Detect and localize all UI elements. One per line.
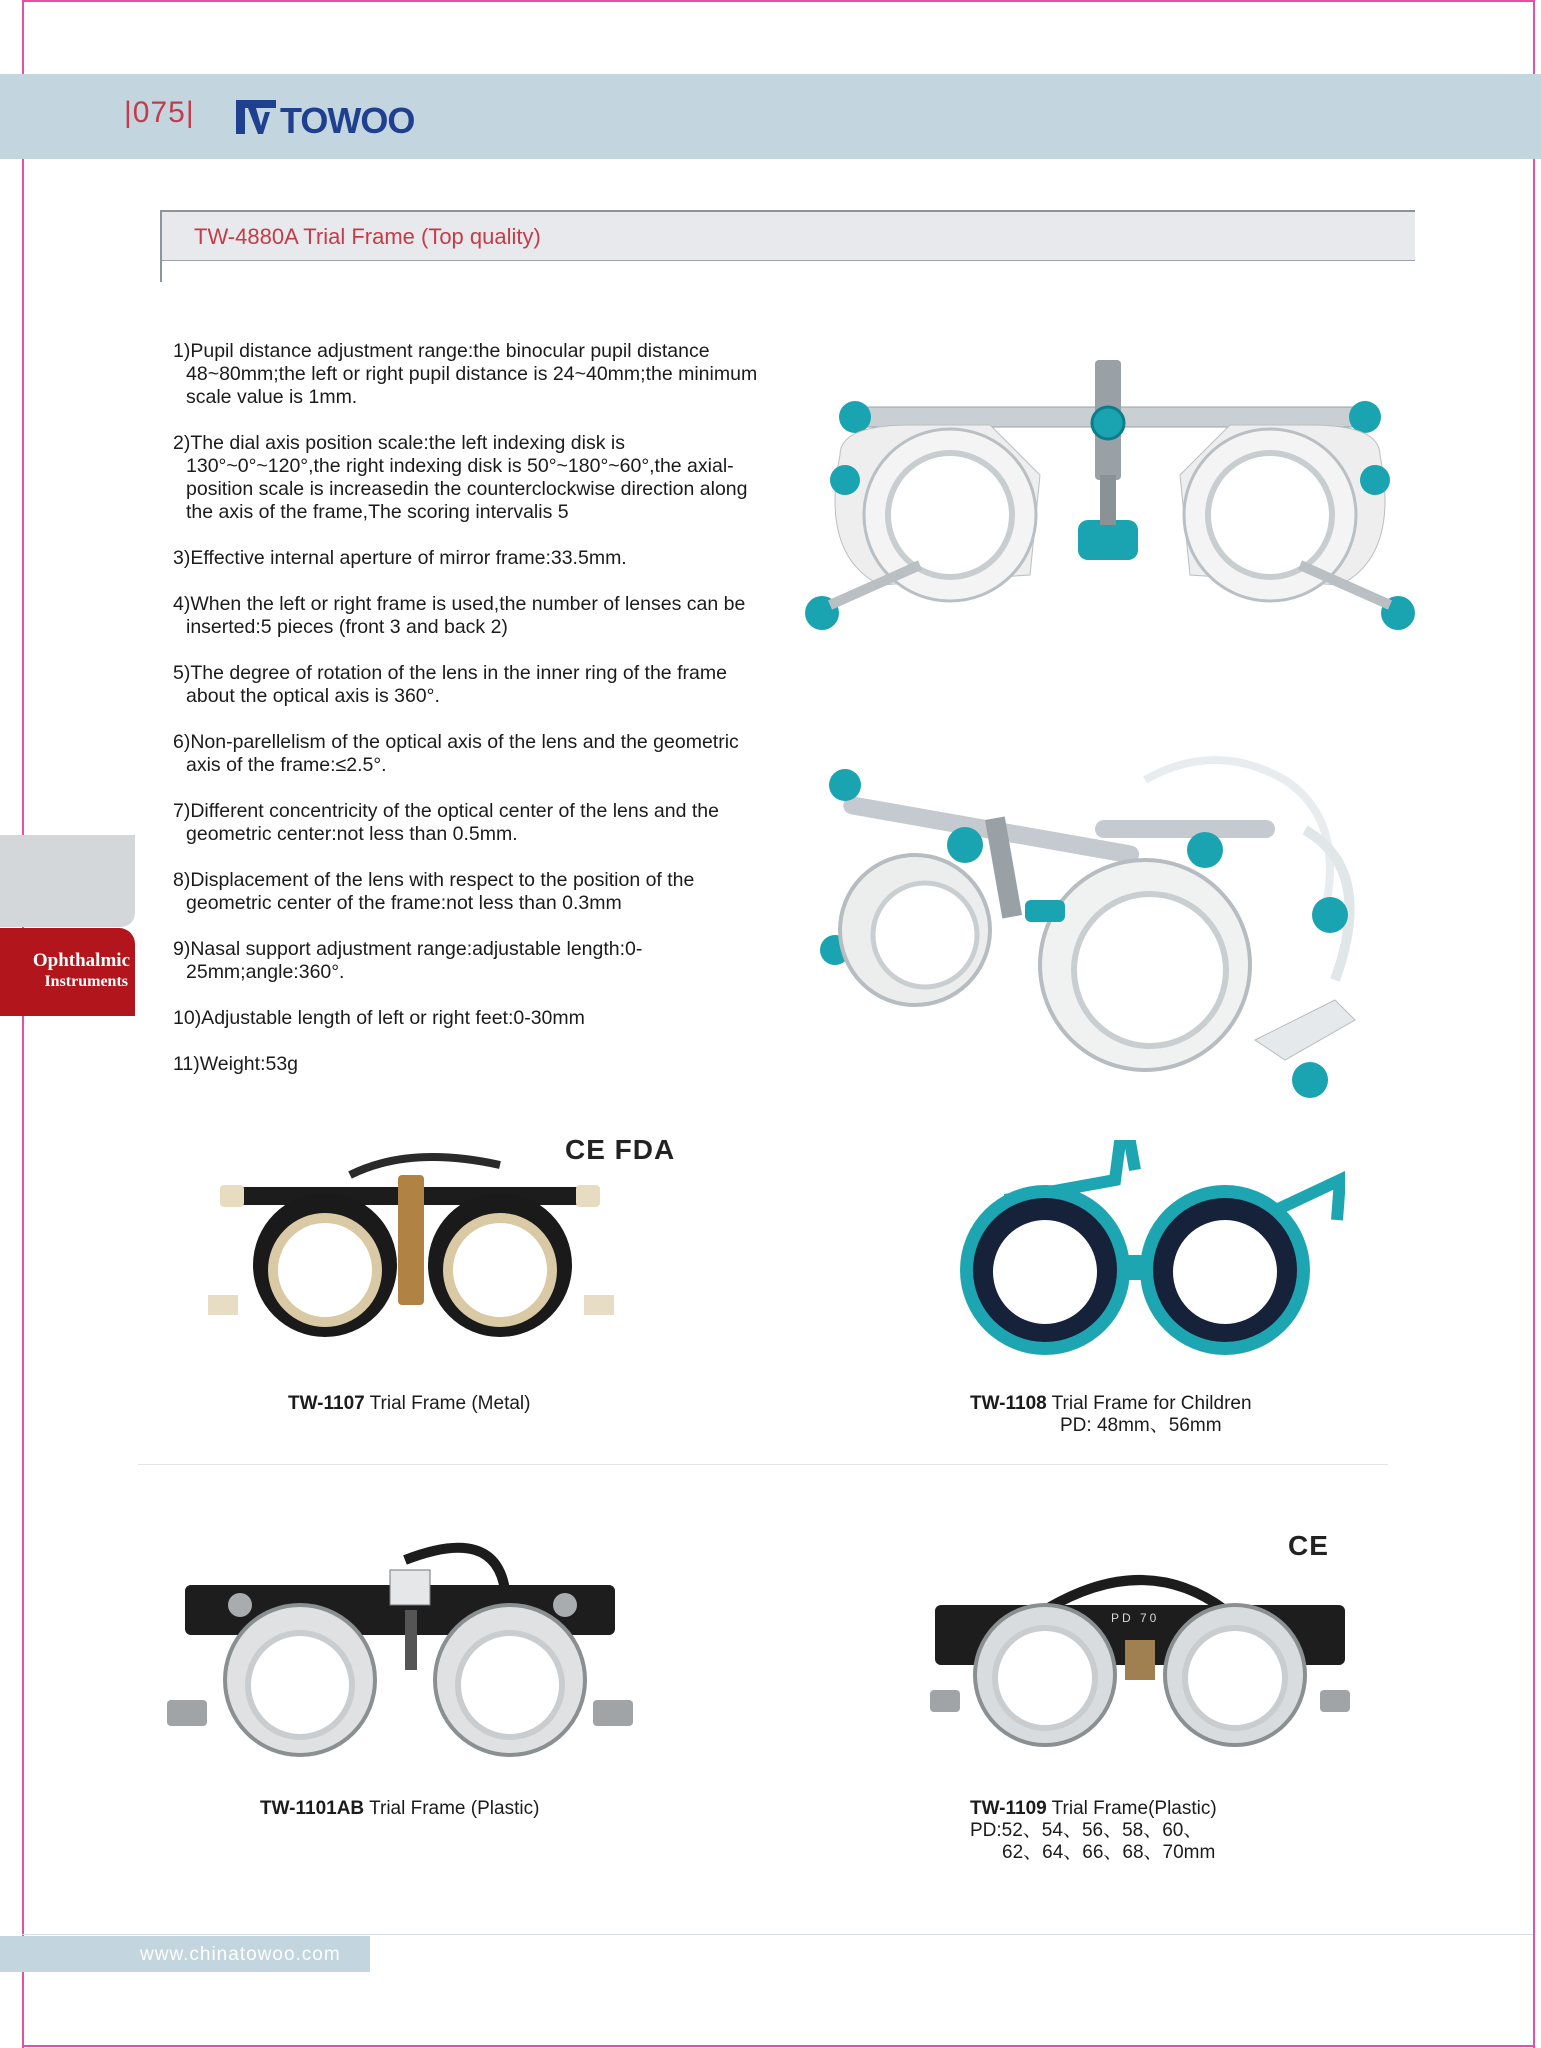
caption-model: TW-1107 <box>288 1393 365 1414</box>
caption-extra: PD:52、54、56、58、60、 <box>970 1820 1203 1841</box>
crop-line-left <box>22 0 24 2048</box>
caption-model: TW-1101AB <box>260 1798 365 1819</box>
tw-1109-image <box>925 1560 1355 1750</box>
spec-item: 6)Non-parellelism of the optical axis of the lens and the geometric axis of the frame:≤2.5°. <box>173 731 739 776</box>
caption-tw-1101ab <box>260 1798 539 1820</box>
caption-name: Trial Frame (Plastic) <box>364 1798 540 1819</box>
spec-item: 11)Weight:53g <box>173 1053 299 1075</box>
caption-name: Trial Frame(Plastic) <box>1046 1798 1217 1819</box>
product-title: TW-4880A Trial Frame (Top quality) <box>194 224 541 249</box>
ce-mark: CE <box>1288 1530 1329 1561</box>
tw-1101ab-image <box>165 1530 635 1760</box>
side-tab-gray <box>0 835 135 927</box>
section-tab-line2: Instruments <box>44 973 128 990</box>
spec-item: 8)Displacement of the lens with respect to the position of the geometric center of the frame:not less than 0.3mm <box>173 869 695 914</box>
spec-item: 10)Adjustable length of left or right feet:0-30mm <box>173 1007 585 1029</box>
spec-item: 9)Nasal support adjustment range:adjustable length:0-25mm;angle:360°. <box>173 938 643 983</box>
caption-name: Trial Frame for Children <box>1046 1393 1252 1414</box>
section-tab-line1: Ophthalmic <box>32 950 130 971</box>
caption-model: TW-1109 <box>970 1798 1047 1819</box>
spec-item: 4)When the left or right frame is used,the number of lenses can be inserted:5 pieces (front 3 and back 2) <box>173 593 746 638</box>
spec-item: 1)Pupil distance adjustment range:the binocular pupil distance 48~80mm;the left or right pupil distance is 24~40mm;the minimum scale value is 1mm. <box>173 340 758 408</box>
title-tick <box>160 212 162 282</box>
spec-list <box>173 340 765 1099</box>
brand-logo <box>234 94 415 141</box>
caption-tw-1107 <box>288 1393 530 1415</box>
caption-extra-2: 62、64、66、68、70mm <box>1002 1842 1216 1863</box>
tw-4880a-angled-image <box>815 750 1375 1100</box>
footer-url: www.chinatowoo.com <box>140 1944 341 1965</box>
header-band <box>0 74 1541 159</box>
caption-extra: PD: 48mm、56mm <box>1060 1415 1222 1436</box>
caption-tw-1108 <box>970 1393 1252 1437</box>
page-number: |075| <box>124 96 195 129</box>
caption-model: TW-1108 <box>970 1393 1047 1414</box>
spec-item: 7)Different concentricity of the optical center of the lens and the geometric center:not less than 0.5mm. <box>173 800 719 845</box>
spec-item: 2)The dial axis position scale:the left indexing disk is 130°~0°~120°,the right indexing disk is 50°~180°~60°,the axial-position scale is increasedin the counterclockwise direction along the axis of the frame,The scoring intervalis 5 <box>173 432 748 523</box>
footer-rule <box>22 1934 1533 1935</box>
caption-name: Trial Frame (Metal) <box>364 1393 531 1414</box>
crop-line-top <box>22 0 1535 2</box>
logo-mark-icon <box>234 94 280 140</box>
product-title-bar <box>160 210 1415 261</box>
section-divider <box>138 1464 1388 1465</box>
caption-tw-1109 <box>970 1798 1217 1864</box>
spec-item: 5)The degree of rotation of the lens in the inner ring of the frame about the optical axis is 360°. <box>173 662 727 707</box>
section-tab-label <box>0 950 130 992</box>
tw-4880a-front-image <box>800 355 1420 645</box>
tw-1108-image <box>945 1140 1345 1360</box>
crop-line-bottom <box>22 2045 1535 2047</box>
spec-item: 3)Effective internal aperture of mirror frame:33.5mm. <box>173 547 627 569</box>
tw-1107-image <box>200 1145 620 1345</box>
pd-plate-label: PD 70 <box>1111 1611 1160 1625</box>
brand-name: TOWOO <box>280 100 415 141</box>
ce-fda-mark: CE FDA <box>565 1134 676 1165</box>
crop-line-right <box>1533 0 1535 2048</box>
